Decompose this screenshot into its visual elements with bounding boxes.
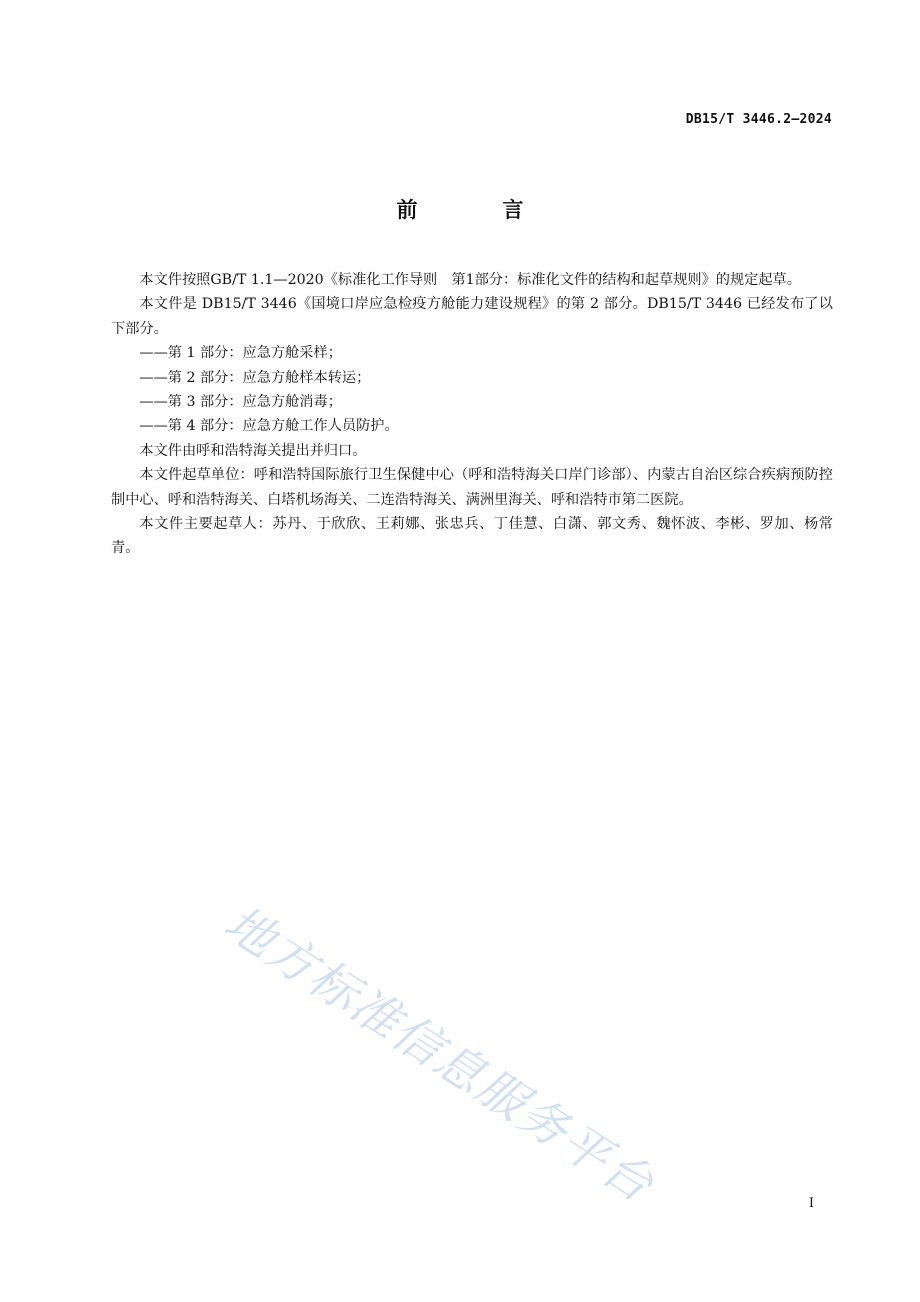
- list-item-part-2: ——第 2 部分：应急方舱样本转运；: [139, 369, 371, 386]
- document-code: DB15/T 3446.2—2024: [685, 112, 832, 127]
- paragraph-drafting-rules: 本文件按照GB/T 1.1—2020《标准化工作导则 第1部分：标准化文件的结构和起草规则》的规定起草。: [139, 272, 801, 288]
- list-item-part-3: ——第 3 部分：应急方舱消毒；: [139, 394, 342, 411]
- paragraph-part-info: 本文件是 DB15/T 3446《国境口岸应急检疫方舱能力建设规程》的第 2 部分。DB15/T 3446 已经发布了以下部分。: [111, 296, 833, 337]
- list-item-part-4: ——第 4 部分：应急方舱工作人员防护。: [139, 418, 399, 435]
- paragraph-drafting-units: 本文件起草单位：呼和浩特国际旅行卫生保健中心（呼和浩特海关口岸门诊部）、内蒙古自治区综合疾病预防控制中心、呼和浩特海关、白塔机场海关、二连浩特海关、满洲里海关、呼和浩特市第二医院。: [111, 467, 833, 508]
- list-item-part-1: ——第 1 部分：应急方舱采样；: [139, 345, 342, 362]
- paragraph-drafters: 本文件主要起草人：苏丹、于欣欣、王莉娜、张忠兵、丁佳慧、白潇、郭文秀、魏怀波、李彬、罗加、杨常青。: [111, 516, 833, 557]
- page-number: I: [808, 1196, 814, 1211]
- foreword-body: [111, 268, 833, 561]
- paragraph-proposer: 本文件由呼和浩特海关提出并归口。: [139, 442, 367, 459]
- page-title: 前 言: [396, 198, 556, 222]
- watermark-text: 地方标准信息服务平台: [214, 894, 665, 1215]
